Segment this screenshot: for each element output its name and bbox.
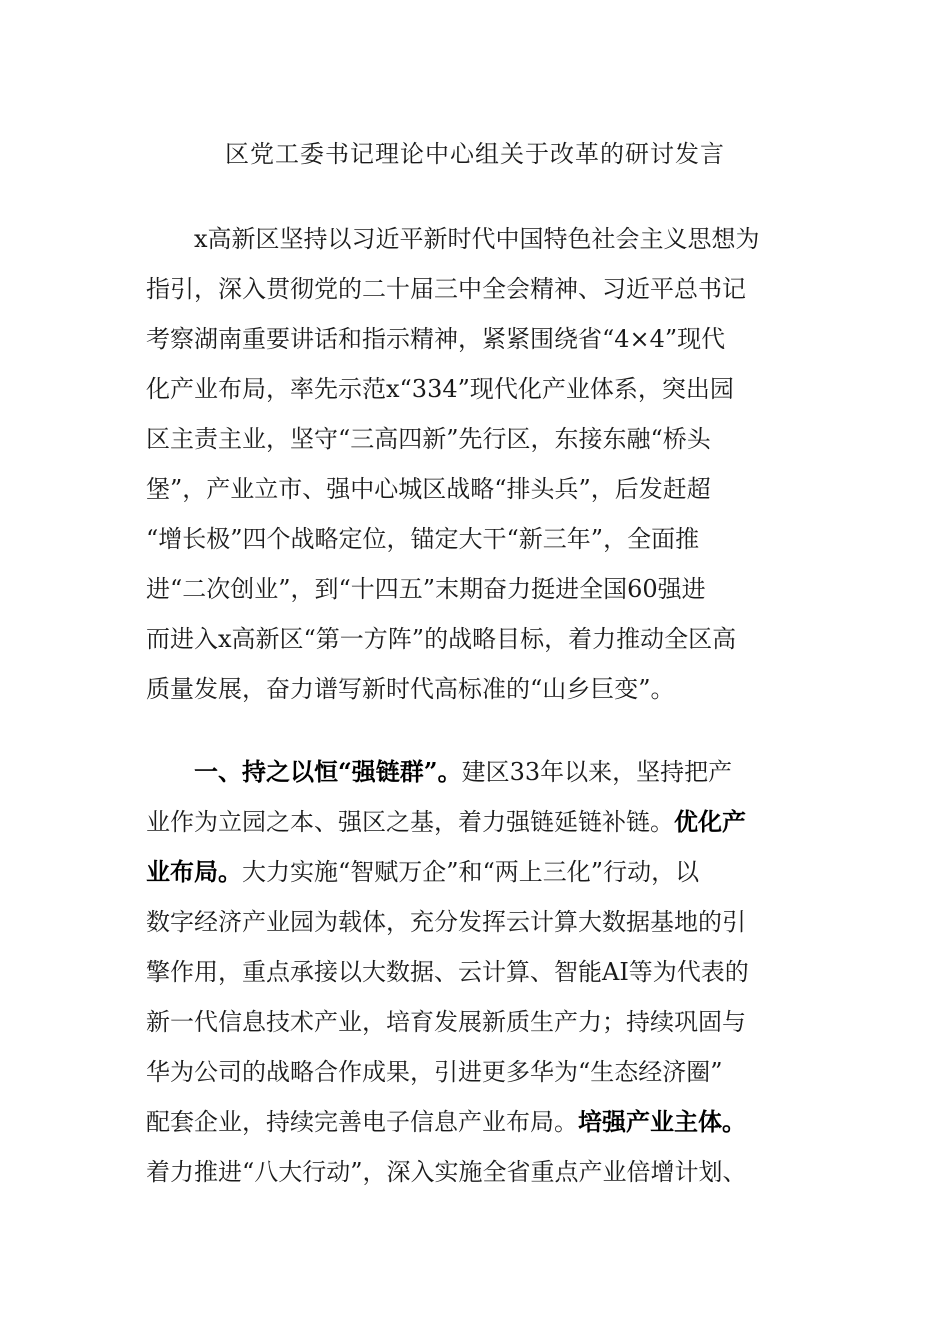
paragraph-line [146, 847, 806, 897]
subheading-text: 培强产业主体。 [578, 1107, 746, 1136]
paragraph-line: 考察湖南重要讲话和指示精神，紧紧围绕省“4×4”现代 [146, 325, 726, 353]
paragraph-line: 而进入x高新区“第一方阵”的战略目标，着力推动全区高 [146, 625, 737, 653]
paragraph-line: 堡”，产业立市、强中心城区战略“排头兵”，后发赶超 [146, 475, 711, 503]
subheading-text: 优化产 [674, 807, 746, 836]
paragraph-line: 擎作用，重点承接以大数据、云计算、智能AI等为代表的 [146, 958, 749, 986]
section-text: 配套企业，持续完善电子信息产业布局。 [146, 1108, 578, 1136]
section-one-paragraph [146, 747, 806, 1197]
paragraph-line: 数字经济产业园为载体，充分发挥云计算大数据基地的引 [146, 908, 746, 936]
paragraph-line: x高新区坚持以习近平新时代中国特色社会主义思想为 [194, 225, 760, 253]
paragraph-line: 华为公司的战略合作成果，引进更多华为“生态经济圈” [146, 1058, 723, 1086]
paragraph-line [146, 797, 806, 847]
paragraph-line [146, 747, 806, 797]
paragraph-line: 新一代信息技术产业，培育发展新质生产力；持续巩固与 [146, 1008, 746, 1036]
paragraph-line: 区主责主业，坚守“三高四新”先行区，东接东融“桥头 [146, 425, 711, 453]
paragraph-line: 进“二次创业”，到“十四五”末期奋力挺进全国60强进 [146, 575, 706, 603]
paragraph-line [146, 1097, 806, 1147]
paragraph-line: 着力推进“八大行动”，深入实施全省重点产业倍增计划、 [146, 1158, 747, 1186]
section-heading: 一、持之以恒“强链群”。 [194, 757, 462, 786]
paragraph-line: 指引，深入贯彻党的二十届三中全会精神、习近平总书记 [146, 275, 746, 303]
section-text: 建区33年以来，坚持把产 [461, 758, 733, 786]
section-text: 业作为立园之本、强区之基，着力强链延链补链。 [146, 808, 674, 836]
section-text: 大力实施“智赋万企”和“两上三化”行动，以 [242, 858, 700, 886]
paragraph-line: “增长极”四个战略定位，锚定大干“新三年”，全面推 [146, 525, 700, 553]
paragraph-line: 质量发展，奋力谱写新时代高标准的“山乡巨变”。 [146, 675, 675, 703]
subheading-text: 业布局。 [146, 857, 242, 886]
document-title: 区党工委书记理论中心组关于改革的研讨发言 [225, 140, 725, 168]
intro-paragraph [146, 214, 806, 714]
paragraph-line: 化产业布局，率先示范x“334”现代化产业体系，突出园 [146, 375, 734, 403]
